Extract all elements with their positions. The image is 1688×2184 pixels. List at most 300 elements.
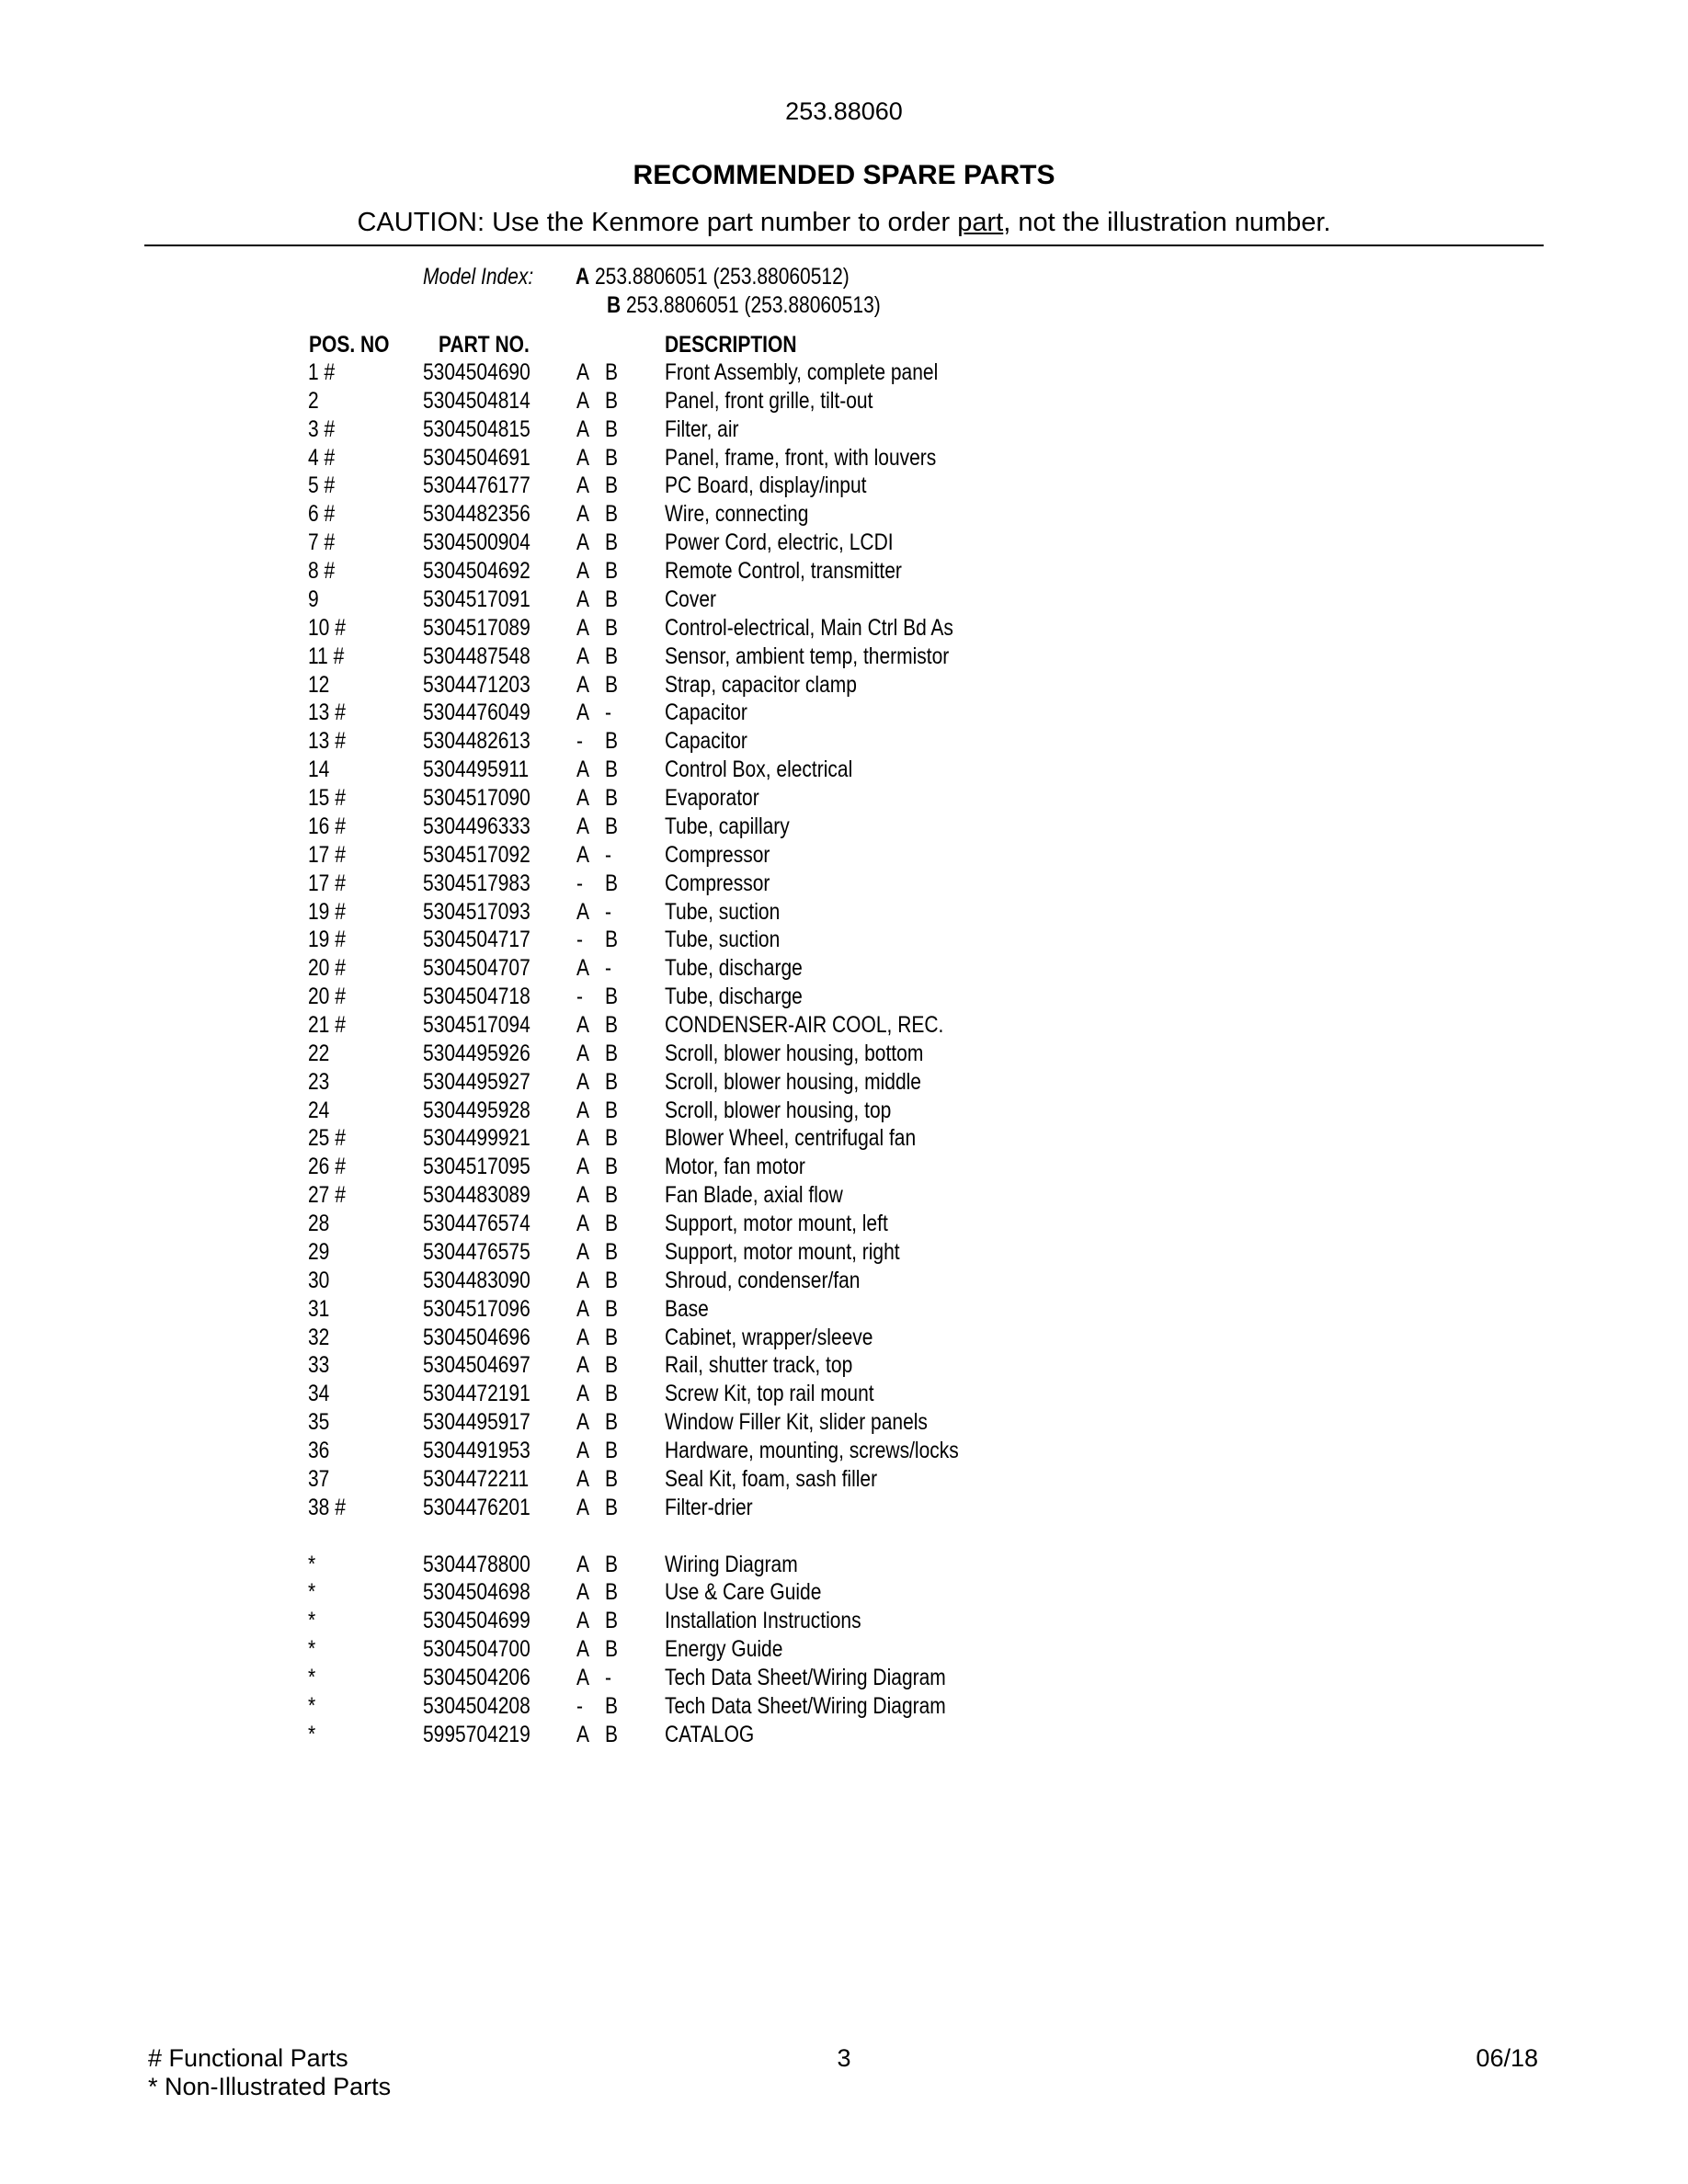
model-b-cell: B (605, 1352, 619, 1378)
column-header-description: DESCRIPTION (665, 332, 797, 358)
pos-cell: 32 (308, 1325, 330, 1350)
table-row (0, 955, 1688, 984)
description-cell: Cabinet, wrapper/sleeve (665, 1325, 873, 1350)
part-number-cell: 5304504697 (423, 1352, 530, 1378)
description-cell: Hardware, mounting, screws/locks (665, 1438, 959, 1463)
model-a-cell: A (576, 1239, 590, 1265)
model-b-cell: B (605, 1722, 619, 1747)
part-number-cell: 5304483090 (423, 1268, 530, 1293)
model-index-label: Model Index: (423, 264, 534, 290)
table-row (0, 1012, 1688, 1041)
model-a-cell: A (576, 1352, 590, 1378)
table-row (0, 1239, 1688, 1268)
model-a-cell: A (576, 813, 590, 839)
model-a-cell: A (576, 416, 590, 442)
model-a-cell: A (576, 785, 590, 811)
table-row (0, 1409, 1688, 1438)
part-number-cell: 5304517094 (423, 1012, 530, 1038)
model-a-cell: - (576, 870, 583, 896)
model-b-cell: B (605, 1296, 619, 1322)
pos-cell: 37 (308, 1466, 330, 1492)
table-row (0, 813, 1688, 842)
model-b-cell: B (605, 1211, 619, 1236)
table-row (0, 472, 1688, 501)
part-number-cell: 5995704219 (423, 1722, 530, 1747)
description-cell: Tech Data Sheet/Wiring Diagram (665, 1665, 946, 1690)
description-cell: Tube, capillary (665, 813, 790, 839)
pos-cell: 15 # (308, 785, 346, 811)
pos-cell: 11 # (308, 643, 345, 669)
model-b-cell: B (605, 1041, 619, 1066)
model-b-cell: B (605, 1409, 619, 1435)
model-b-cell: B (605, 1154, 619, 1179)
revision-date: 06/18 (1476, 2044, 1538, 2072)
model-b-cell: B (605, 870, 619, 896)
table-row (0, 984, 1688, 1012)
model-a-cell: A (576, 1182, 590, 1208)
model-b-cell: B (605, 501, 619, 527)
pos-cell: * (308, 1665, 316, 1690)
non-illustrated-row (0, 1693, 1688, 1722)
model-b-cell: - (605, 955, 611, 981)
model-b-cell: B (605, 529, 619, 555)
table-row (0, 1125, 1688, 1154)
table-row (0, 416, 1688, 445)
model-a-text: 253.8806051 (253.88060512) (589, 264, 850, 290)
model-b-letter: B (607, 292, 622, 318)
part-number-cell: 5304472211 (423, 1466, 530, 1492)
part-number-cell: 5304504815 (423, 416, 530, 442)
table-row (0, 1352, 1688, 1381)
model-a-cell: A (576, 615, 590, 641)
table-row (0, 586, 1688, 615)
model-b-cell: B (605, 1125, 619, 1151)
model-a-cell: A (576, 1211, 590, 1236)
pos-cell: * (308, 1693, 316, 1719)
description-cell: Use & Care Guide (665, 1579, 822, 1605)
table-row (0, 672, 1688, 700)
model-a-cell: A (576, 842, 590, 868)
non-illustrated-row (0, 1608, 1688, 1636)
pos-cell: 20 # (308, 955, 346, 981)
description-cell: Tech Data Sheet/Wiring Diagram (665, 1693, 946, 1719)
model-b-cell: B (605, 558, 619, 584)
table-row (0, 870, 1688, 899)
part-number-cell: 5304472191 (423, 1381, 530, 1406)
table-row (0, 1211, 1688, 1239)
model-b-cell: B (605, 756, 619, 782)
part-number-cell: 5304517096 (423, 1296, 530, 1322)
table-row (0, 927, 1688, 955)
table-row (0, 785, 1688, 813)
model-a-cell: A (576, 899, 590, 925)
model-a-cell: A (576, 1154, 590, 1179)
description-cell: Base (665, 1296, 709, 1322)
caution-suffix: , not the illustration number. (1003, 208, 1331, 237)
model-a-cell: A (576, 472, 590, 498)
model-b-cell: B (605, 1268, 619, 1293)
page-number: 3 (837, 2044, 851, 2072)
table-row (0, 529, 1688, 558)
part-number-cell: 5304500904 (423, 529, 530, 555)
model-a-cell: A (576, 445, 590, 471)
pos-cell: 17 # (308, 870, 346, 896)
part-number-cell: 5304517093 (423, 899, 530, 925)
model-a-cell: - (576, 927, 583, 952)
part-number-cell: 5304504700 (423, 1636, 530, 1662)
part-number-cell: 5304496333 (423, 813, 530, 839)
pos-cell: 6 # (308, 501, 336, 527)
part-number-cell: 5304495917 (423, 1409, 530, 1435)
pos-cell: 9 (308, 586, 319, 612)
table-row (0, 501, 1688, 529)
description-cell: Support, motor mount, right (665, 1239, 900, 1265)
description-cell: Cover (665, 586, 717, 612)
legend-functional: # Functional Parts (148, 2044, 348, 2072)
model-a-cell: A (576, 1722, 590, 1747)
model-a-cell: A (576, 700, 590, 725)
pos-cell: 13 # (308, 700, 346, 725)
model-b-cell: B (605, 1381, 619, 1406)
description-cell: Control Box, electrical (665, 756, 853, 782)
pos-cell: 30 (308, 1268, 330, 1293)
description-cell: Panel, front grille, tilt-out (665, 388, 873, 414)
model-b-cell: - (605, 842, 611, 868)
document-number: 253.88060 (785, 97, 903, 125)
part-number-cell: 5304476177 (423, 472, 530, 498)
part-number-cell: 5304478800 (423, 1552, 530, 1577)
description-cell: Capacitor (665, 728, 747, 754)
table-row (0, 643, 1688, 672)
table-row (0, 1438, 1688, 1466)
model-a-cell: A (576, 1098, 590, 1123)
part-number-cell: 5304504208 (423, 1693, 530, 1719)
model-b-cell: B (605, 1438, 619, 1463)
pos-cell: 7 # (308, 529, 336, 555)
description-cell: Wire, connecting (665, 501, 809, 527)
pos-cell: 34 (308, 1381, 330, 1406)
description-cell: Compressor (665, 870, 770, 896)
description-cell: Evaporator (665, 785, 759, 811)
description-cell: Capacitor (665, 700, 747, 725)
description-cell: Shroud, condenser/fan (665, 1268, 861, 1293)
table-row (0, 1154, 1688, 1182)
description-cell: Rail, shutter track, top (665, 1352, 853, 1378)
part-number-cell: 5304504690 (423, 359, 530, 385)
model-a-cell: A (576, 1041, 590, 1066)
model-a-cell: A (576, 756, 590, 782)
model-b-cell: B (605, 445, 619, 471)
column-header-pos: POS. NO (309, 332, 390, 358)
part-number-cell: 5304476049 (423, 700, 530, 725)
model-a-cell: A (576, 672, 590, 698)
part-number-cell: 5304504814 (423, 388, 530, 414)
table-row (0, 445, 1688, 473)
model-a-cell: A (576, 558, 590, 584)
part-number-cell: 5304495928 (423, 1098, 530, 1123)
pos-cell: 28 (308, 1211, 330, 1236)
description-cell: Panel, frame, front, with louvers (665, 445, 937, 471)
part-number-cell: 5304504699 (423, 1608, 530, 1633)
part-number-cell: 5304517092 (423, 842, 530, 868)
part-number-cell: 5304504707 (423, 955, 530, 981)
table-row (0, 1041, 1688, 1069)
model-a-cell: A (576, 1438, 590, 1463)
model-b-cell: B (605, 615, 619, 641)
part-number-cell: 5304491953 (423, 1438, 530, 1463)
model-b-cell: B (605, 1636, 619, 1662)
part-number-cell: 5304483089 (423, 1182, 530, 1208)
part-number-cell: 5304517091 (423, 586, 530, 612)
column-header-part: PART NO. (439, 332, 530, 358)
pos-cell: 4 # (308, 445, 336, 471)
model-a-cell: A (576, 955, 590, 981)
model-b-cell: B (605, 359, 619, 385)
model-b-cell: B (605, 388, 619, 414)
description-cell: CATALOG (665, 1722, 755, 1747)
description-cell: Fan Blade, axial flow (665, 1182, 843, 1208)
part-number-cell: 5304482356 (423, 501, 530, 527)
description-cell: Control-electrical, Main Ctrl Bd As (665, 615, 953, 641)
description-cell: Window Filler Kit, slider panels (665, 1409, 928, 1435)
pos-cell: 8 # (308, 558, 336, 584)
model-b-cell: B (605, 1579, 619, 1605)
part-number-cell: 5304504718 (423, 984, 530, 1009)
model-b-cell: B (605, 1012, 619, 1038)
model-b-cell: B (605, 1069, 619, 1095)
model-b-text: 253.8806051 (253.88060513) (621, 292, 881, 318)
model-b-cell: B (605, 1098, 619, 1123)
model-b-cell: B (605, 472, 619, 498)
pos-cell: 38 # (308, 1495, 346, 1520)
model-b-cell: B (605, 643, 619, 669)
part-number-cell: 5304504692 (423, 558, 530, 584)
pos-cell: 10 # (308, 615, 346, 641)
non-illustrated-row (0, 1636, 1688, 1665)
part-number-cell: 5304487548 (423, 643, 530, 669)
description-cell: Support, motor mount, left (665, 1211, 888, 1236)
model-b-cell: B (605, 1325, 619, 1350)
pos-cell: * (308, 1722, 316, 1747)
table-row (0, 1325, 1688, 1353)
description-cell: Scroll, blower housing, bottom (665, 1041, 924, 1066)
model-a-cell: A (576, 1012, 590, 1038)
model-a-cell: A (576, 1069, 590, 1095)
description-cell: Wiring Diagram (665, 1552, 798, 1577)
caution-underlined-word: part (957, 208, 1004, 237)
model-b-cell: B (605, 1182, 619, 1208)
model-b-cell: B (605, 1466, 619, 1492)
pos-cell: 29 (308, 1239, 330, 1265)
model-index-b (607, 292, 881, 319)
model-a-cell: A (576, 586, 590, 612)
description-cell: Tube, discharge (665, 955, 803, 981)
pos-cell: 25 # (308, 1125, 346, 1151)
model-a-cell: - (576, 984, 583, 1009)
model-a-cell: A (576, 1495, 590, 1520)
table-row (0, 1098, 1688, 1126)
pos-cell: 21 # (308, 1012, 346, 1038)
model-a-cell: A (576, 1409, 590, 1435)
model-index-a (576, 264, 850, 290)
description-cell: Compressor (665, 842, 770, 868)
pos-cell: 33 (308, 1352, 330, 1378)
description-cell: Strap, capacitor clamp (665, 672, 857, 698)
description-cell: Energy Guide (665, 1636, 783, 1662)
model-b-cell: B (605, 416, 619, 442)
non-illustrated-row (0, 1552, 1688, 1580)
pos-cell: 20 # (308, 984, 346, 1009)
model-a-cell: A (576, 1552, 590, 1577)
part-number-cell: 5304504698 (423, 1579, 530, 1605)
model-a-cell: A (576, 1579, 590, 1605)
model-a-cell: A (576, 1268, 590, 1293)
description-cell: Filter, air (665, 416, 739, 442)
table-row (0, 558, 1688, 586)
description-cell: Power Cord, electric, LCDI (665, 529, 894, 555)
part-number-cell: 5304504691 (423, 445, 530, 471)
pos-cell: 35 (308, 1409, 330, 1435)
part-number-cell: 5304495927 (423, 1069, 530, 1095)
pos-cell: 24 (308, 1098, 330, 1123)
table-row (0, 1069, 1688, 1098)
model-b-cell: B (605, 1495, 619, 1520)
part-number-cell: 5304517090 (423, 785, 530, 811)
description-cell: PC Board, display/input (665, 472, 867, 498)
description-cell: Tube, discharge (665, 984, 803, 1009)
table-row (0, 756, 1688, 785)
description-cell: Blower Wheel, centrifugal fan (665, 1125, 917, 1151)
pos-cell: 16 # (308, 813, 346, 839)
pos-cell: 31 (308, 1296, 330, 1322)
table-row (0, 615, 1688, 643)
pos-cell: * (308, 1608, 316, 1633)
description-cell: Tube, suction (665, 899, 781, 925)
part-number-cell: 5304499921 (423, 1125, 530, 1151)
non-illustrated-row (0, 1665, 1688, 1693)
description-cell: Tube, suction (665, 927, 781, 952)
model-a-cell: A (576, 501, 590, 527)
pos-cell: 19 # (308, 927, 346, 952)
part-number-cell: 5304495911 (423, 756, 530, 782)
description-cell: CONDENSER-AIR COOL, REC. (665, 1012, 944, 1038)
model-b-cell: - (605, 899, 611, 925)
part-number-cell: 5304517095 (423, 1154, 530, 1179)
part-number-cell: 5304495926 (423, 1041, 530, 1066)
model-a-cell: A (576, 359, 590, 385)
model-a-cell: A (576, 1381, 590, 1406)
page-title: RECOMMENDED SPARE PARTS (633, 160, 1055, 190)
model-a-cell: A (576, 1325, 590, 1350)
pos-cell: 26 # (308, 1154, 346, 1179)
description-cell: Scroll, blower housing, middle (665, 1069, 921, 1095)
description-cell: Scroll, blower housing, top (665, 1098, 892, 1123)
description-cell: Motor, fan motor (665, 1154, 805, 1179)
description-cell: Seal Kit, foam, sash filler (665, 1466, 878, 1492)
part-number-cell: 5304476574 (423, 1211, 530, 1236)
model-a-cell: A (576, 1665, 590, 1690)
model-b-cell: - (605, 1665, 611, 1690)
model-b-cell: B (605, 1552, 619, 1577)
pos-cell: * (308, 1579, 316, 1605)
model-a-cell: A (576, 1125, 590, 1151)
description-cell: Remote Control, transmitter (665, 558, 902, 584)
part-number-cell: 5304517089 (423, 615, 530, 641)
pos-cell: 12 (308, 672, 330, 698)
pos-cell: 19 # (308, 899, 346, 925)
model-b-cell: B (605, 785, 619, 811)
part-number-cell: 5304476575 (423, 1239, 530, 1265)
pos-cell: 36 (308, 1438, 330, 1463)
model-b-cell: B (605, 672, 619, 698)
table-row (0, 1296, 1688, 1325)
pos-cell: 5 # (308, 472, 336, 498)
description-cell: Sensor, ambient temp, thermistor (665, 643, 950, 669)
model-b-cell: B (605, 586, 619, 612)
table-row (0, 700, 1688, 728)
model-a-cell: - (576, 1693, 583, 1719)
part-number-cell: 5304517983 (423, 870, 530, 896)
model-a-letter: A (576, 264, 590, 290)
model-a-cell: A (576, 1296, 590, 1322)
model-b-cell: B (605, 1239, 619, 1265)
table-row (0, 388, 1688, 416)
pos-cell: 2 (308, 388, 319, 414)
pos-cell: 22 (308, 1041, 330, 1066)
table-row (0, 899, 1688, 927)
model-a-cell: A (576, 643, 590, 669)
part-number-cell: 5304471203 (423, 672, 530, 698)
header-divider (144, 245, 1544, 246)
model-b-cell: B (605, 984, 619, 1009)
part-number-cell: 5304482613 (423, 728, 530, 754)
model-b-cell: B (605, 1608, 619, 1633)
legend-non-illustrated: * Non-Illustrated Parts (148, 2073, 392, 2100)
model-a-cell: A (576, 388, 590, 414)
part-number-cell: 5304504206 (423, 1665, 530, 1690)
caution-note (0, 208, 1688, 238)
pos-cell: 27 # (308, 1182, 346, 1208)
pos-cell: * (308, 1636, 316, 1662)
non-illustrated-row (0, 1579, 1688, 1608)
model-a-cell: A (576, 1636, 590, 1662)
pos-cell: 13 # (308, 728, 346, 754)
model-a-cell: A (576, 1466, 590, 1492)
caution-prefix: CAUTION: Use the Kenmore part number to order (357, 208, 958, 237)
model-b-cell: B (605, 927, 619, 952)
model-b-cell: B (605, 728, 619, 754)
pos-cell: 1 # (308, 359, 336, 385)
table-row (0, 1466, 1688, 1495)
non-illustrated-row (0, 1722, 1688, 1750)
table-row (0, 842, 1688, 870)
description-cell: Installation Instructions (665, 1608, 861, 1633)
part-number-cell: 5304504717 (423, 927, 530, 952)
model-a-cell: A (576, 529, 590, 555)
part-number-cell: 5304504696 (423, 1325, 530, 1350)
pos-cell: * (308, 1552, 316, 1577)
model-b-cell: B (605, 1693, 619, 1719)
table-row (0, 1495, 1688, 1523)
pos-cell: 23 (308, 1069, 330, 1095)
model-b-cell: B (605, 813, 619, 839)
model-a-cell: - (576, 728, 583, 754)
pos-cell: 17 # (308, 842, 346, 868)
description-cell: Screw Kit, top rail mount (665, 1381, 874, 1406)
pos-cell: 3 # (308, 416, 336, 442)
model-b-cell: - (605, 700, 611, 725)
table-row (0, 1381, 1688, 1409)
